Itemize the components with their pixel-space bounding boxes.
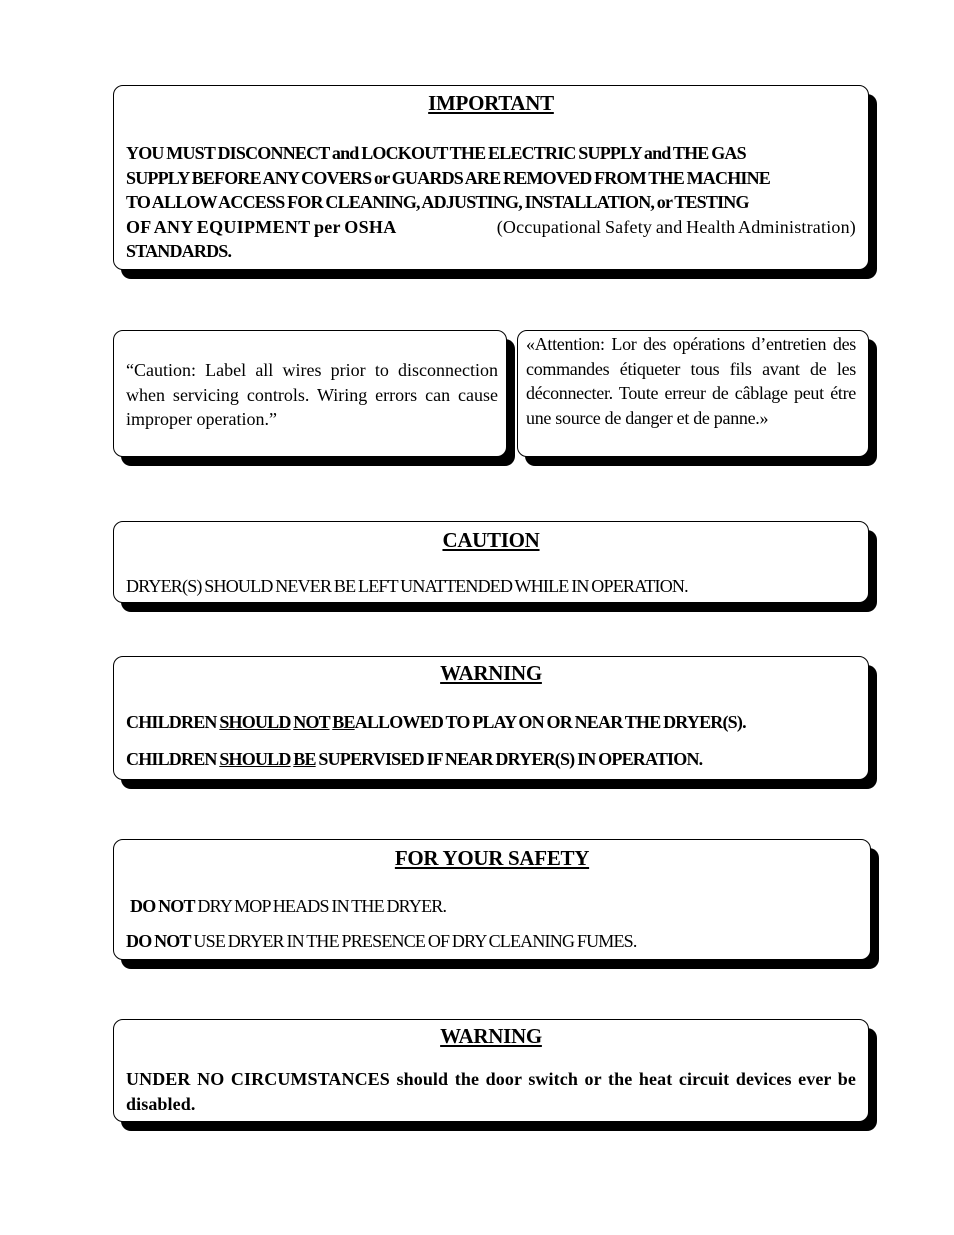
important-line-4 — [126, 215, 856, 240]
attention-label-text: «Attention: Lor des opérations d’entretien des commandes étiqueter tous fils avant de les déconnecter. Toute erreur de câblage peut étre une source de danger et de panne.» — [526, 334, 856, 428]
warning-l2-should: SHOULD — [219, 749, 291, 769]
important-title: IMPORTANT — [428, 91, 554, 115]
caution-label-box — [113, 330, 507, 457]
important-line-2: SUPPLY BEFORE ANY COVERS or GUARDS ARE REMOVED FROM THE MACHINE — [126, 167, 771, 188]
safety-l2-rest: USE DRYER IN THE PRESENCE OF DRY CLEANING FUMES. — [193, 931, 637, 951]
caution-box — [113, 521, 869, 603]
safety-title: FOR YOUR SAFETY — [394, 846, 590, 870]
important-line-4-bold: OF ANY EQUIPMENT per OSHA — [126, 216, 397, 237]
important-notice-box — [113, 85, 869, 270]
warning-door-text: UNDER NO CIRCUMSTANCES should the door switch or the heat circuit devices ever be disabled. — [126, 1069, 856, 1114]
warning-children-title: WARNING — [440, 661, 542, 685]
caution-label-text: “Caution: Label all wires prior to disconnection when servicing controls. Wiring errors can cause improper operation.” — [126, 360, 498, 429]
warning-children-line-1 — [126, 710, 860, 735]
safety-l2-do-not: DO NOT — [126, 931, 191, 951]
safety-line-1 — [130, 894, 858, 919]
warning-l1-children: CHILDREN — [126, 712, 217, 732]
warning-l2-children: CHILDREN — [126, 749, 217, 769]
important-line-4-normal: (Occupational Safety and Health Administration) — [496, 216, 856, 237]
safety-line-2 — [126, 929, 858, 954]
caution-title: CAUTION — [442, 528, 540, 552]
warning-children-line-2 — [126, 747, 860, 772]
safety-box — [113, 839, 871, 960]
important-line-1: YOU MUST DISCONNECT and LOCKOUT THE ELECTRIC SUPPLY and THE GAS — [126, 143, 746, 163]
warning-door-title: WARNING — [440, 1024, 542, 1048]
warning-l2-be: BE — [293, 749, 316, 769]
warning-l1-rest: ALLOWED TO PLAY ON OR NEAR THE DRYER(S). — [354, 712, 746, 732]
attention-label-box — [517, 330, 869, 457]
warning-door-box — [113, 1019, 869, 1122]
important-line-5: STANDARDS. — [126, 241, 232, 261]
important-line-3: TO ALLOW ACCESS FOR CLEANING, ADJUSTING, INSTALLATION, or TESTING — [126, 192, 749, 212]
warning-l1-should: SHOULD — [219, 712, 291, 732]
safety-l1-rest: DRY MOP HEADS IN THE DRYER. — [197, 896, 447, 916]
safety-l1-do-not: DO NOT — [130, 896, 195, 916]
important-text — [126, 141, 856, 264]
caution-text: DRYER(S) SHOULD NEVER BE LEFT UNATTENDED WHILE IN OPERATION. — [126, 576, 688, 596]
warning-children-box — [113, 656, 869, 780]
warning-l1-be: BE — [332, 712, 355, 732]
warning-l2-rest: SUPERVISED IF NEAR DRYER(S) IN OPERATION. — [318, 749, 703, 769]
warning-l1-not: NOT — [293, 712, 330, 732]
